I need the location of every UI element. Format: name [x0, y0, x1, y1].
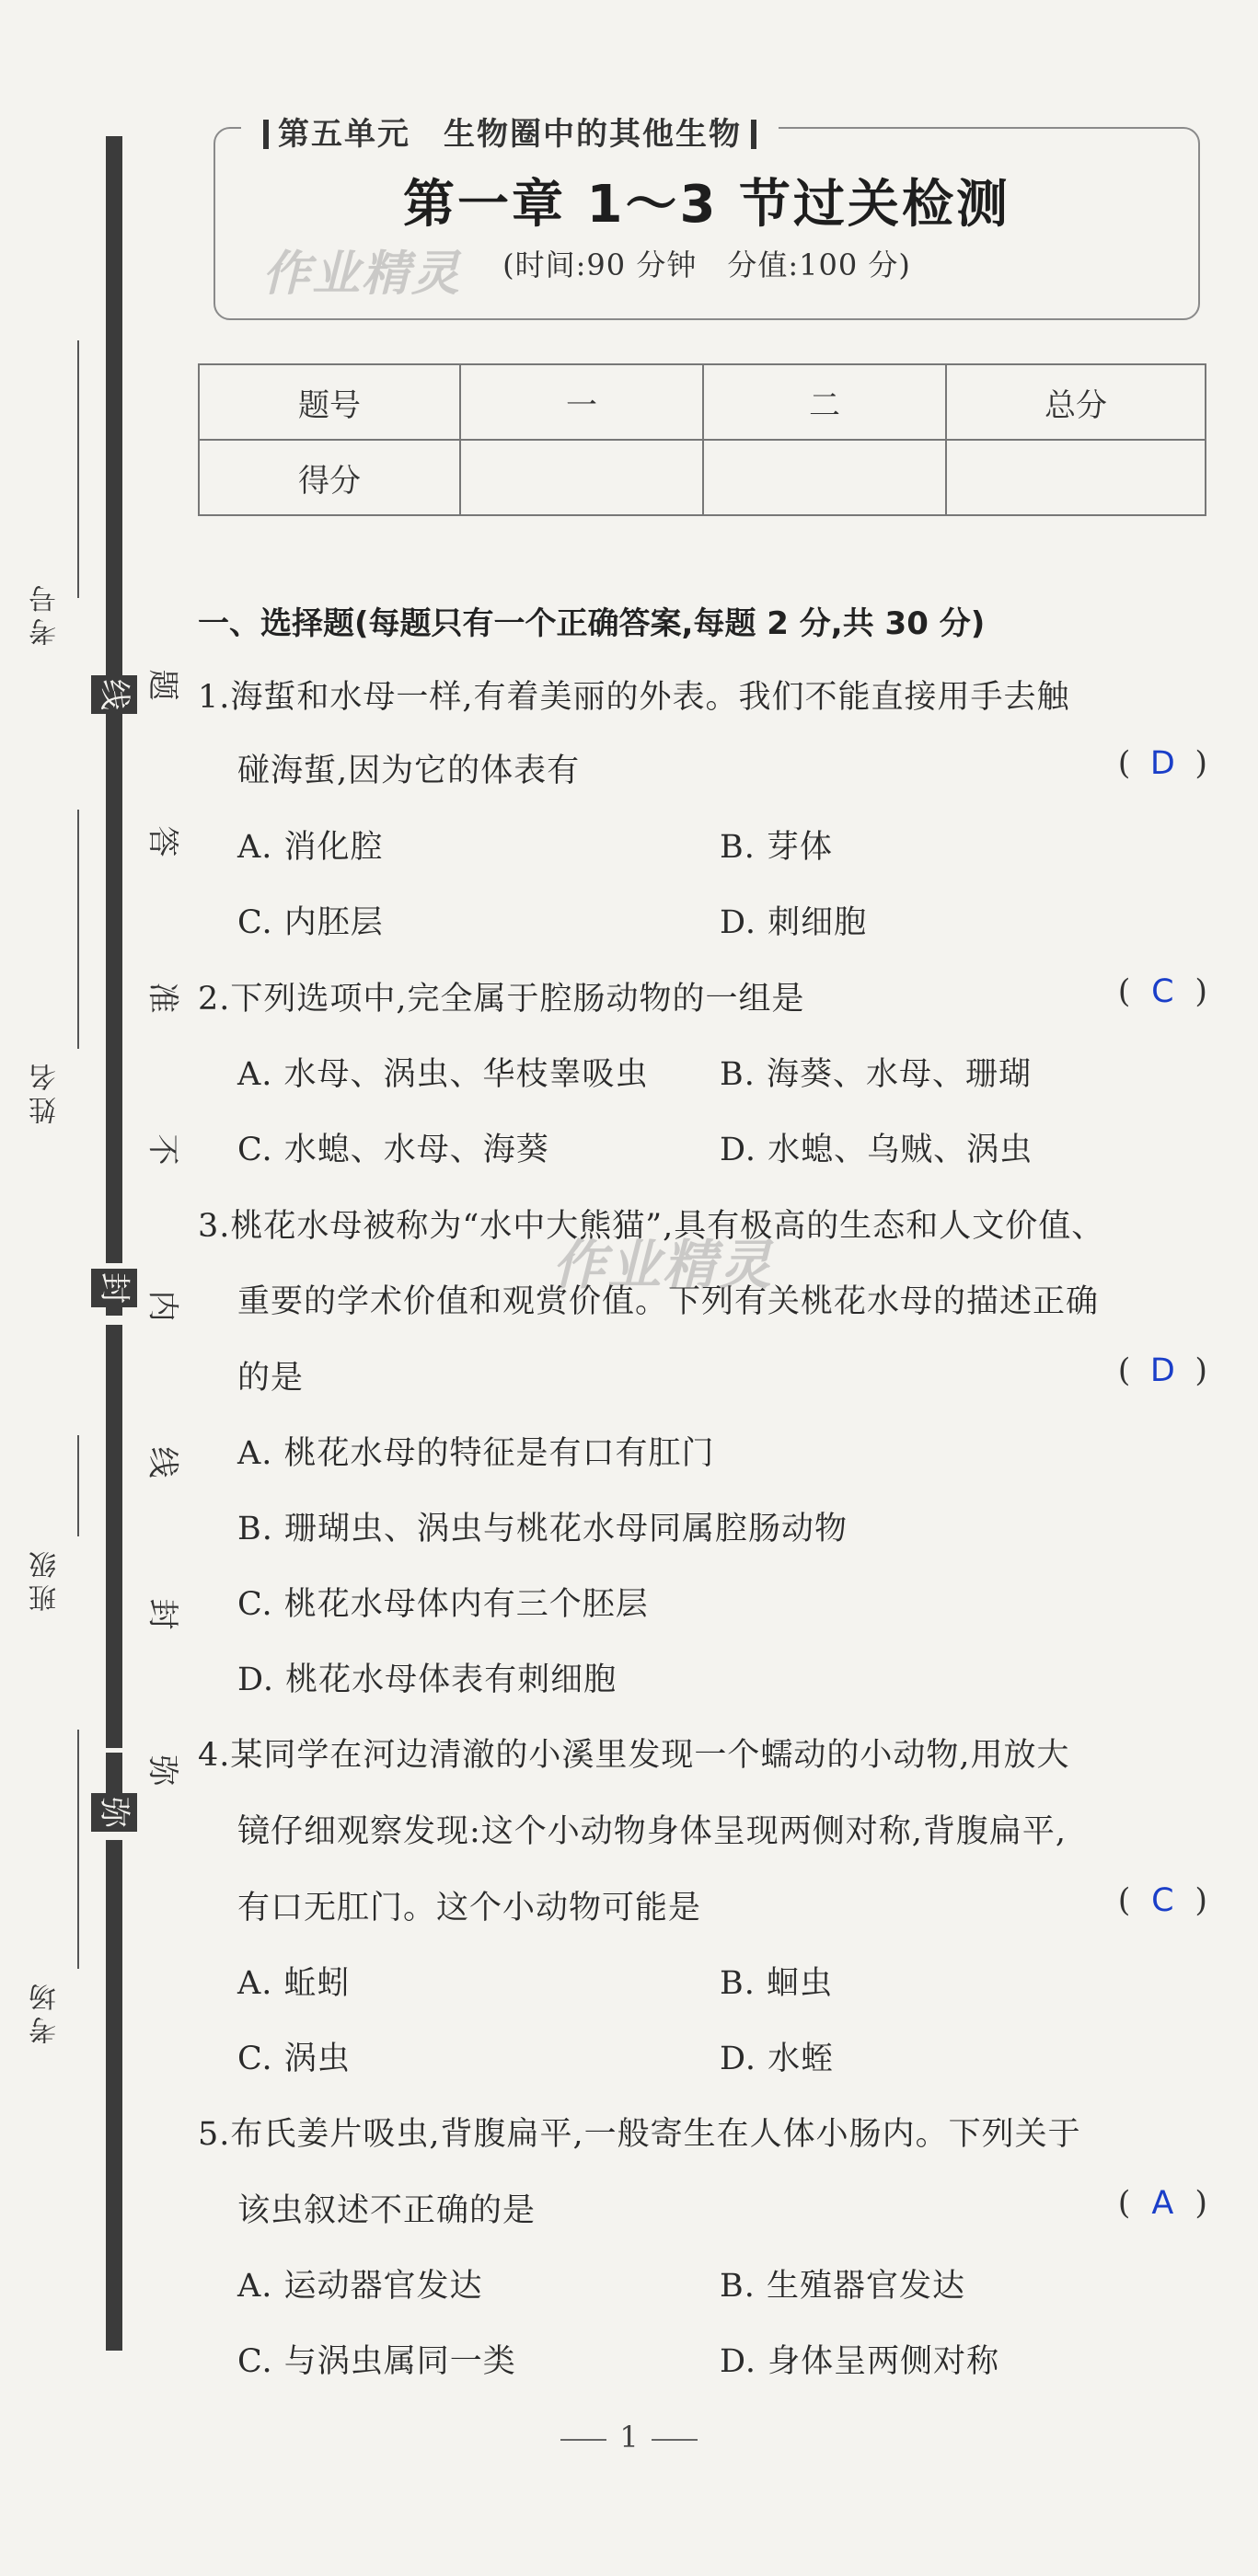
question-text: 3.桃花水母被称为“水中大熊猫”,具有极高的生态和人文价值、: [198, 1208, 1105, 1245]
table-row: [199, 364, 1206, 440]
section-title: 一、选择题(每题只有一个正确答案,每题 2 分,共 30 分): [198, 605, 986, 642]
score-cell[interactable]: [460, 440, 703, 515]
option: D. 水蛭: [720, 2041, 835, 2077]
answer-value: C: [1151, 973, 1174, 1010]
page-number: [0, 2420, 1258, 2455]
question-text: 该虫叙述不正确的是: [237, 2192, 537, 2229]
answer-value: A: [1151, 2185, 1174, 2222]
option: B. 生殖器官发达: [720, 2268, 965, 2305]
question-text: 1.海蜇和水母一样,有着美丽的外表。我们不能直接用手去触: [198, 679, 1070, 716]
option: B. 芽体: [720, 829, 833, 866]
answer-value: C: [1151, 1882, 1174, 1919]
question-text: 碰海蜇,因为它的体表有: [237, 753, 581, 789]
exam-room-label: 考场: [29, 1978, 62, 2044]
binding-char: 答: [144, 825, 181, 857]
binding-char: 题: [144, 669, 181, 701]
option: C. 桃花水母体内有三个胚层: [237, 1586, 649, 1623]
class-label: 班级: [29, 1546, 62, 1612]
binding-char: 不: [144, 1133, 181, 1166]
name-field: [26, 810, 81, 1141]
watermark-logo: 作业精灵: [552, 1234, 774, 1296]
score-cell[interactable]: [703, 440, 946, 515]
option: D. 身体呈两侧对称: [720, 2343, 1000, 2380]
option: A. 运动器官发达: [237, 2268, 483, 2305]
dash: [652, 2439, 698, 2441]
binding-char: 线: [144, 1446, 181, 1478]
question-text: 2.下列选项中,完全属于腔肠动物的一组是: [198, 981, 805, 1018]
page-title: 第一章 1～3 节过关检测: [403, 175, 1010, 235]
page-number-text: 1: [619, 2420, 639, 2455]
divider-mark: [263, 120, 269, 149]
table-row: [199, 440, 1206, 515]
question-text: 5.布氏姜片吸虫,背腹扁平,一般寄生在人体小肠内。下列关于: [198, 2116, 1081, 2153]
answer-value: D: [1149, 1352, 1175, 1389]
option: D. 桃花水母体表有刺细胞: [237, 1662, 617, 1698]
exam-number-label: 考号: [29, 580, 62, 646]
option: B. 海葵、水母、珊瑚: [720, 1056, 1032, 1093]
option: C. 与涡虫属同一类: [237, 2343, 516, 2380]
unit-label: [241, 109, 779, 154]
table-row-label: 得分: [199, 440, 460, 515]
answer-box: ( D ): [1117, 1352, 1207, 1389]
option: A. 蚯蚓: [237, 1965, 351, 2002]
unit-text: 第五单元 生物圈中的其他生物: [278, 116, 742, 153]
question-text: 有口无肛门。这个小动物可能是: [237, 1890, 702, 1926]
divider-mark: [751, 120, 756, 149]
binding-bar-char: 线: [91, 675, 137, 714]
answer-box: ( D ): [1117, 745, 1207, 782]
option: D. 刺细胞: [720, 904, 868, 941]
binding-char: 弥: [144, 1754, 181, 1787]
binding-bar-char: 弥: [91, 1793, 137, 1832]
option: C. 涡虫: [237, 2041, 351, 2077]
score-table: [198, 363, 1206, 516]
answer-value: D: [1149, 745, 1175, 782]
answer-box: ( A ): [1117, 2185, 1207, 2222]
answer-box: ( C ): [1117, 973, 1207, 1010]
option: B. 珊瑚虫、涡虫与桃花水母同属腔肠动物: [237, 1511, 848, 1547]
table-header-cell: 一: [460, 364, 703, 440]
binding-char: 封: [144, 1598, 181, 1630]
blank-line: [77, 340, 79, 598]
watermark-logo: 作业精灵: [262, 247, 462, 302]
option: D. 水螅、乌贼、涡虫: [720, 1132, 1033, 1168]
question-text: 4.某同学在河边清澈的小溪里发现一个蠕动的小动物,用放大: [198, 1737, 1070, 1774]
exam-room-field: [26, 1730, 81, 2061]
table-header-cell: 题号: [199, 364, 460, 440]
binding-bar-char: 封: [91, 1269, 137, 1307]
class-field: [26, 1435, 81, 1619]
binding-bar: [106, 1840, 122, 2351]
blank-line: [77, 810, 79, 1049]
answer-box: ( C ): [1117, 1882, 1207, 1919]
dash: [560, 2439, 606, 2441]
question-text: 重要的学术价值和观赏价值。下列有关桃花水母的描述正确: [237, 1283, 1100, 1320]
option: A. 桃花水母的特征是有口有肛门: [237, 1435, 715, 1472]
exam-number-field: [26, 340, 81, 653]
option: C. 内胚层: [237, 904, 384, 941]
option: B. 蛔虫: [720, 1965, 833, 2002]
score-cell[interactable]: [946, 440, 1206, 515]
binding-char: 准: [144, 982, 181, 1014]
question-text: 的是: [237, 1360, 305, 1397]
binding-char: 内: [144, 1290, 181, 1322]
blank-line: [77, 1730, 79, 1969]
table-header-cell: 总分: [946, 364, 1206, 440]
option: C. 水螅、水母、海葵: [237, 1132, 549, 1168]
blank-line: [77, 1435, 79, 1536]
page-subtitle: (时间:90 分钟 分值:100 分): [502, 247, 911, 282]
question-text: 镜仔细观察发现:这个小动物身体呈现两侧对称,背腹扁平,: [237, 1813, 1068, 1850]
option: A. 消化腔: [237, 829, 384, 866]
binding-bar: [106, 1325, 122, 1748]
table-header-cell: 二: [703, 364, 946, 440]
name-label: 姓名: [29, 1058, 62, 1124]
option: A. 水母、涡虫、华枝睾吸虫: [237, 1056, 649, 1093]
binding-bar: [106, 1753, 122, 1794]
